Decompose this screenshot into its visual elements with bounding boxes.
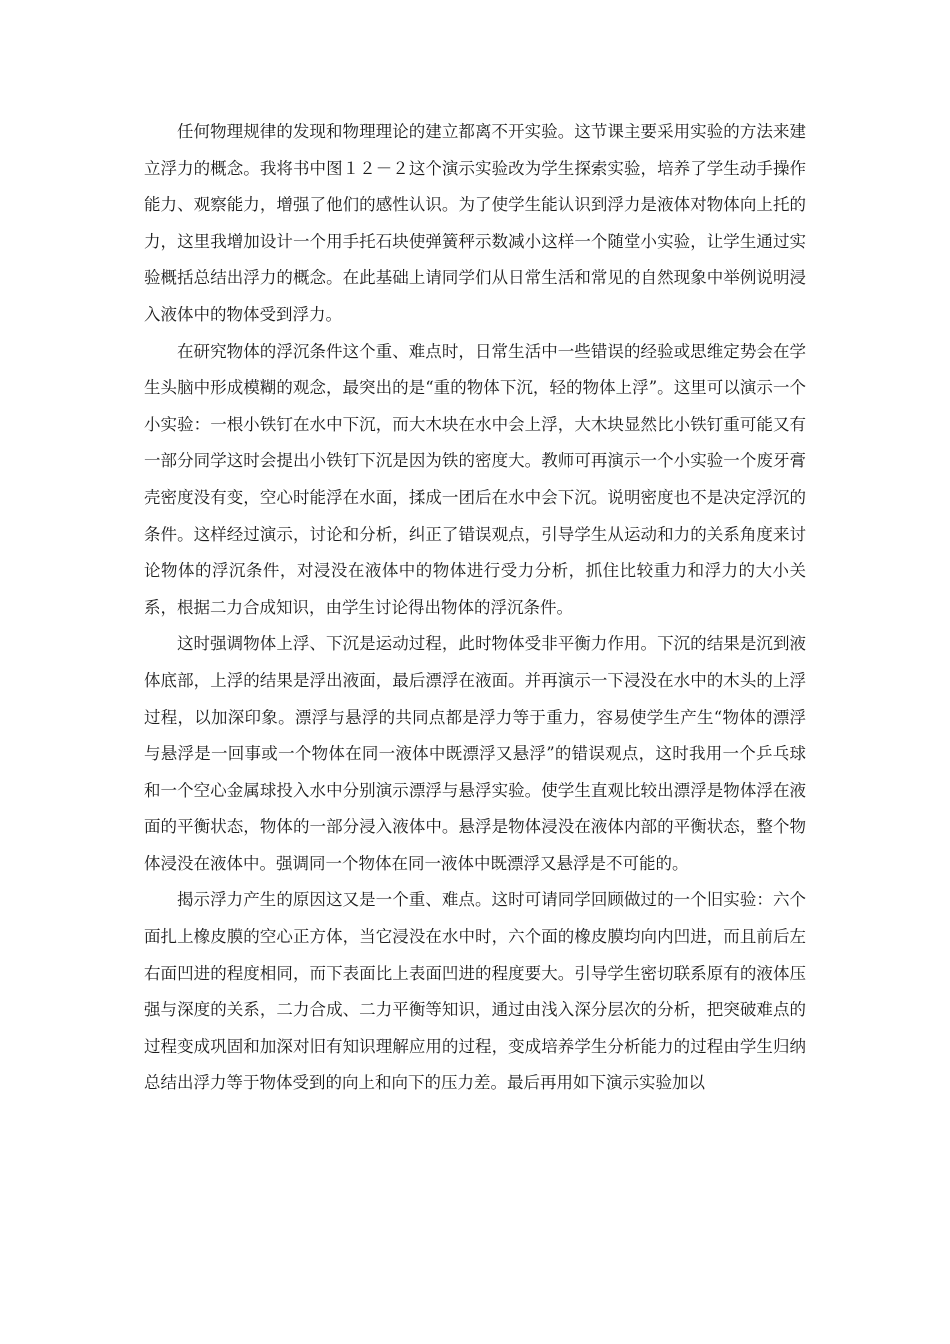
paragraph-4: 揭示浮力产生的原因这又是一个重、难点。这时可请同学回顾做过的一个旧实验：六个面扎上橡皮膜的空心正方体，当它浸没在水中时，六个面的橡皮膜均向内凹进，而且前后左右面凹进的程度相同，而下表面比上表面凹进的程度要大。引导学生密切联系原有的液体压强与深度的关系，二力合成、二力平衡等知识，通过由浅入深分层次的分析，把突破难点的过程变成巩固和加深对旧有知识理解应用的过程，变成培养学生分析能力的过程由学生归纳总结出浮力等于物体受到的向上和向下的压力差。最后再用如下演示实验加以 xyxy=(144,890,806,1093)
paragraph-3: 这时强调物体上浮、下沉是运动过程，此时物体受非平衡力作用。下沉的结果是沉到液体底部，上浮的结果是浮出液面，最后漂浮在液面。并再演示一下浸没在水中的木头的上浮过程，以加深印象。漂浮与悬浮的共同点都是浮力等于重力，容易使学生产生“物体的漂浮与悬浮是一回事或一个物体在同一液体中既漂浮又悬浮”的错误观点，这时我用一个乒乓球和一个空心金属球投入水中分别演示漂浮与悬浮实验。使学生直观比较出漂浮是物体浮在液面的平衡状态，物体的一部分浸入液体中。悬浮是物体浸没在液体内部的平衡状态，整个物体浸没在液体中。强调同一个物体在同一液体中既漂浮又悬浮是不可能的。 xyxy=(144,634,806,873)
paragraph-1: 任何物理规律的发现和物理理论的建立都离不开实验。这节课主要采用实验的方法来建立浮力的概念。我将书中图１２－２这个演示实验改为学生探索实验，培养了学生动手操作能力、观察能力，增强了他们的感性认识。为了使学生能认识到浮力是液体对物体向上托的力，这里我增加设计一个用手托石块使弹簧秤示数减小这样一个随堂小实验，让学生通过实验概括总结出浮力的概念。在此基础上请同学们从日常生活和常见的自然现象中举例说明浸入液体中的物体受到浮力。 xyxy=(144,122,806,324)
paragraph-2: 在研究物体的浮沉条件这个重、难点时，日常生活中一些错误的经验或思维定势会在学生头脑中形成模糊的观念，最突出的是“重的物体下沉，轻的物体上浮”。这里可以演示一个小实验：一根小铁钉在水中下沉，而大木块在水中会上浮，大木块显然比小铁钉重可能又有一部分同学这时会提出小铁钉下沉是因为铁的密度大。教师可再演示一个小实验一个废牙膏壳密度没有变，空心时能浮在水面，揉成一团后在水中会下沉。说明密度也不是决定浮沉的条件。这样经过演示，讨论和分析，纠正了错误观点，引导学生从运动和力的关系角度来讨论物体的浮沉条件，对浸没在液体中的物体进行受力分析，抓住比较重力和浮力的大小关系，根据二力合成知识，由学生讨论得出物体的浮沉条件。 xyxy=(144,341,806,617)
document-body xyxy=(144,114,806,1102)
